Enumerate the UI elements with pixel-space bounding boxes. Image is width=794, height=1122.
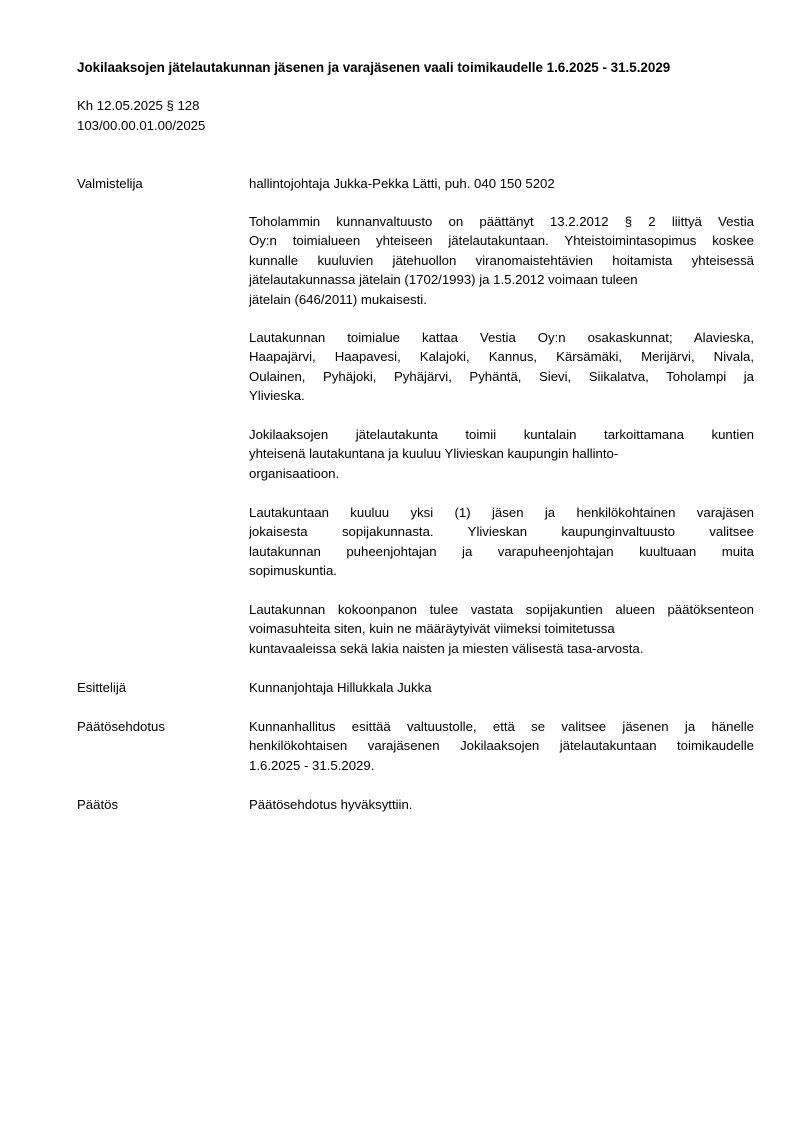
paatos-label: Päätös [77,797,119,812]
paragraph-line: Oulainen, Pyhäjoki, Pyhäjärvi, Pyhäntä, Sievi, Siikalatva, Toholampi ja [249,368,754,384]
paragraph-line: voimasuhteita siten, kuin ne määräytyivät viimeksi toimitetussa [249,621,615,637]
paragraph-line: sopimuskuntia. [249,563,337,579]
paragraph-line: kuntavaaleissa sekä lakia naisten ja miesten välisestä tasa-arvosta. [249,640,644,656]
paragraph-line: Lautakunnan kokoonpanon tulee vastata sopijakuntien alueen päätöksenteon [249,602,754,617]
paragraph-line: Toholammin kunnanvaltuusto on päättänyt 13.2.2012 § 2 liittyä Vestia [249,214,754,229]
paragraph-1 [249,212,754,309]
paragraph-3 [249,425,754,483]
paragraph-line: Lautakunnan toimialue kattaa Vestia Oy:n osakaskunnat; Alavieska, [249,330,754,345]
paragraph-5 [249,600,754,658]
paragraph-2 [249,328,754,406]
paragraph-line: yhteisenä lautakuntana ja kuuluu Ylivieskan kaupungin hallinto- [249,446,619,462]
paragraph-4 [249,503,754,581]
paragraph-line: Ylivieska. [249,388,305,404]
paragraph-line: jätelain (646/2011) mukaisesti. [249,291,427,307]
document-title: Jokilaaksojen jätelautakunnan jäsenen ja varajäsenen vaali toimikaudelle 1.6.2025 - 31.5.2029 [77,60,671,75]
valmistelija-content [249,174,754,193]
preparer-info: hallintojohtaja Jukka-Pekka Lätti, puh. 040 150 5202 [249,176,555,191]
paragraph-line: organisaatioon. [249,465,340,481]
paragraph-line: kunnalle kuuluvien jätehuollon viranomaistehtävien hoitamista yhteisessä [249,252,754,268]
record-number: 103/00.00.01.00/2025 [77,117,206,133]
paatosehdotus-content [249,717,754,775]
proposal-line: Kunnanhallitus esittää valtuustolle, että se valitsee jäsenen ja hänelle [249,719,754,734]
presenter-text: Kunnanjohtaja Hillukkala Jukka [249,680,432,695]
proposal-line: henkilökohtaisen varajäsenen Jokilaaksojen jätelautakuntaan toimikaudelle [249,738,754,754]
paragraph-line: Jokilaaksojen jätelautakunta toimii kuntalain tarkoittamana kuntien [249,427,754,442]
paragraph-line: Haapajärvi, Haapavesi, Kalajoki, Kannus, Kärsämäki, Merijärvi, Nivala, [249,349,754,365]
paragraph-line: Lautakuntaan kuuluu yksi (1) jäsen ja henkilökohtainen varajäsen [249,505,754,520]
proposal-line: 1.6.2025 - 31.5.2029. [249,757,375,773]
esittelija-label: Esittelijä [77,680,127,695]
paatos-content [249,795,754,814]
meeting-reference: Kh 12.05.2025 § 128 [77,98,200,113]
decision-text: Päätösehdotus hyväksyttiin. [249,797,413,812]
paragraph-line: lautakunnan puheenjohtajan ja varapuheenjohtajan kuultuaan muita [249,543,754,559]
paatosehdotus-label: Päätösehdotus [77,719,165,734]
paragraph-line: Oy:n toimialueen yhteiseen jätelautakuntaan. Yhteistoimintasopimus koskee [249,233,754,249]
esittelija-content [249,678,754,697]
paragraph-line: jokaisesta sopijakunnasta. Ylivieskan kaupunginvaltuusto valitsee [249,524,754,540]
reference-block [77,96,205,135]
paragraph-line: jätelautakunnassa jätelain (1702/1993) ja 1.5.2012 voimaan tuleen [249,272,638,288]
valmistelija-label: Valmistelija [77,176,143,191]
